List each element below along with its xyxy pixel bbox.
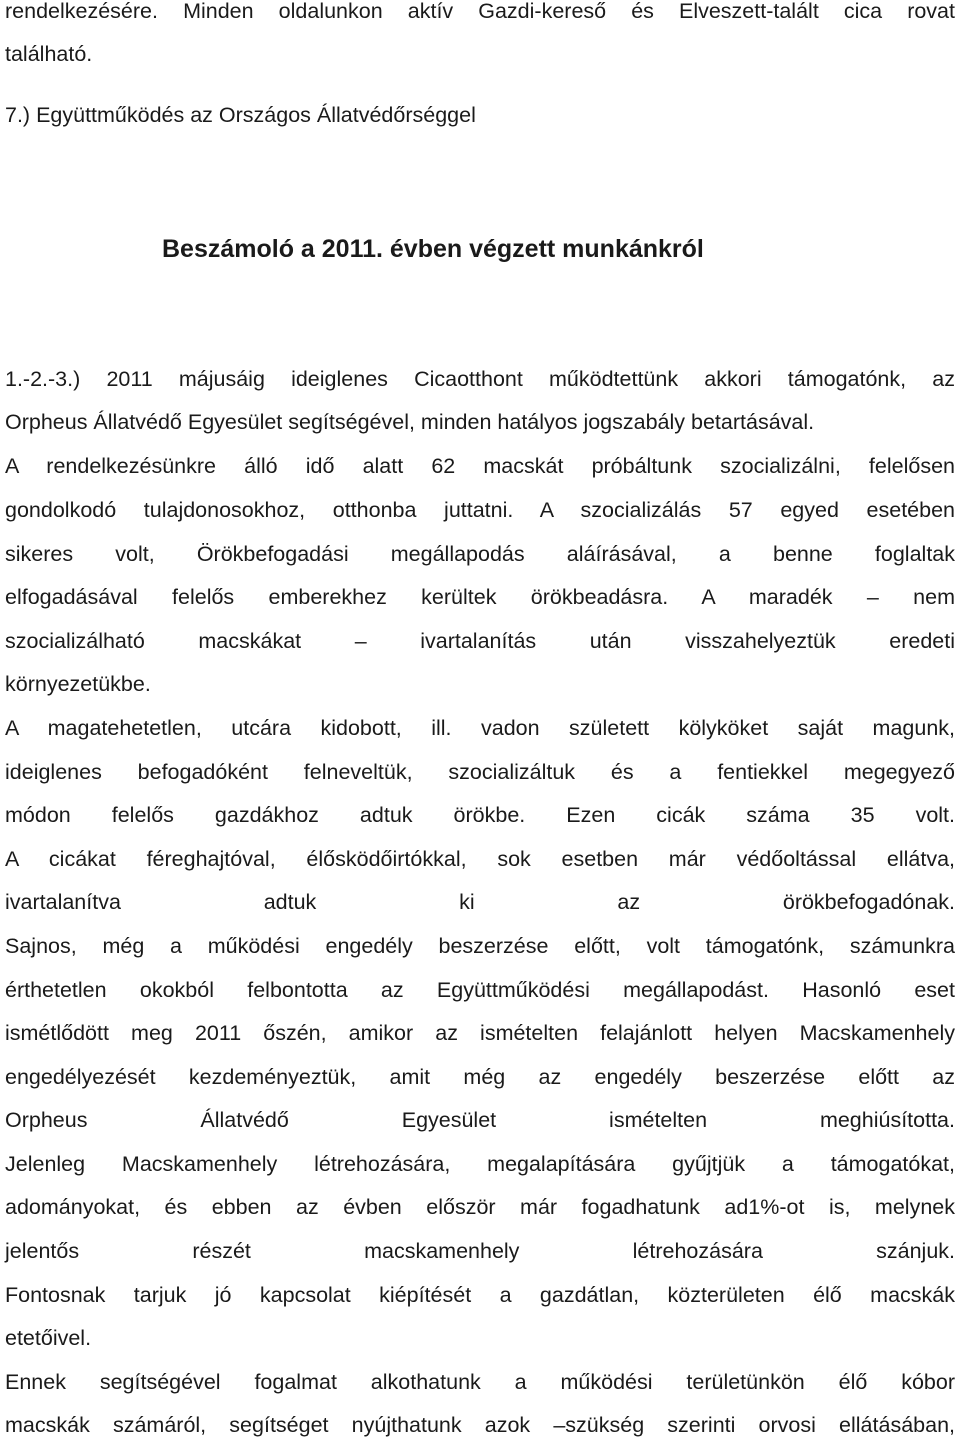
text-line: környezetükbe.	[5, 672, 151, 696]
text-line: A magatehetetlen, utcára kidobott, ill. vadon született kölyköket saját magunk,	[5, 716, 955, 740]
text-line: ivartalanítva adtuk ki az örökbefogadónak.	[5, 890, 955, 914]
section-item-7: 7.) Együttműködés az Országos Állatvédőrséggel	[5, 103, 476, 127]
text-line: Jelenleg Macskamenhely létrehozására, megalapítására gyűjtjük a támogatókat,	[5, 1152, 955, 1176]
text-line: etetőivel.	[5, 1326, 92, 1350]
text-line: érthetetlen okokból felbontotta az Együttműködési megállapodást. Hasonló eset	[5, 978, 955, 1002]
text-line: Orpheus Állatvédő Egyesület ismételten meghiúsította.	[5, 1108, 955, 1132]
text-line: A rendelkezésünkre álló idő alatt 62 macskát próbáltunk szocializálni, felelősen	[5, 454, 955, 478]
text-line: rendelkezésére. Minden oldalunkon aktív Gazdi-kereső és Elveszett-talált cica rovat	[5, 0, 955, 23]
text-line: módon felelős gazdákhoz adtuk örökbe. Ezen cicák száma 35 volt.	[5, 803, 955, 827]
text-line: sikeres volt, Örökbefogadási megállapodás aláírásával, a benne foglaltak	[5, 542, 955, 566]
text-line: Fontosnak tarjuk jó kapcsolat kiépítését a gazdátlan, közterületen élő macskák	[5, 1283, 955, 1307]
text-line: Ennek segítségével fogalmat alkothatunk a működési területünkön élő kóbor	[5, 1370, 955, 1394]
text-line: A cicákat féreghajtóval, élősködőirtókkal, sok esetben már védőoltással ellátva,	[5, 847, 955, 871]
text-line: szocializálható macskákat – ivartalanítás után visszahelyeztük eredeti	[5, 629, 955, 653]
text-line: gondolkodó tulajdonosokhoz, otthonba juttatni. A szocializálás 57 egyed esetében	[5, 498, 955, 522]
text-line: Sajnos, még a működési engedély beszerzése előtt, volt támogatónk, számunkra	[5, 934, 955, 958]
text-line: ismétlődött meg 2011 őszén, amikor az ismételten felajánlott helyen Macskamenhely	[5, 1021, 955, 1045]
text-line: jelentős részét macskamenhely létrehozására szánjuk.	[5, 1239, 955, 1263]
text-line: engedélyezését kezdeményeztük, amit még az engedély beszerzése előtt az	[5, 1065, 955, 1089]
text-line: 1.-2.-3.) 2011 májusáig ideiglenes Cicaotthont működtettünk akkori támogatónk, az	[5, 367, 955, 391]
text-line: Orpheus Állatvédő Egyesület segítségével, minden hatályos jogszabály betartásával.	[5, 410, 815, 434]
text-line: elfogadásával felelős emberekhez kerültek örökbeadásra. A maradék – nem	[5, 585, 955, 609]
text-line: található.	[5, 42, 93, 66]
text-line: macskák számáról, segítséget nyújthatunk azok –szükség szerinti orvosi ellátásában,	[5, 1413, 955, 1437]
report-heading: Beszámoló a 2011. évben végzett munkánkról	[162, 235, 704, 263]
text-line: adományokat, és ebben az évben először már fogadhatunk ad1%-ot is, melynek	[5, 1195, 955, 1219]
text-line: ideiglenes befogadóként felneveltük, szocializáltuk és a fentiekkel megegyező	[5, 760, 955, 784]
